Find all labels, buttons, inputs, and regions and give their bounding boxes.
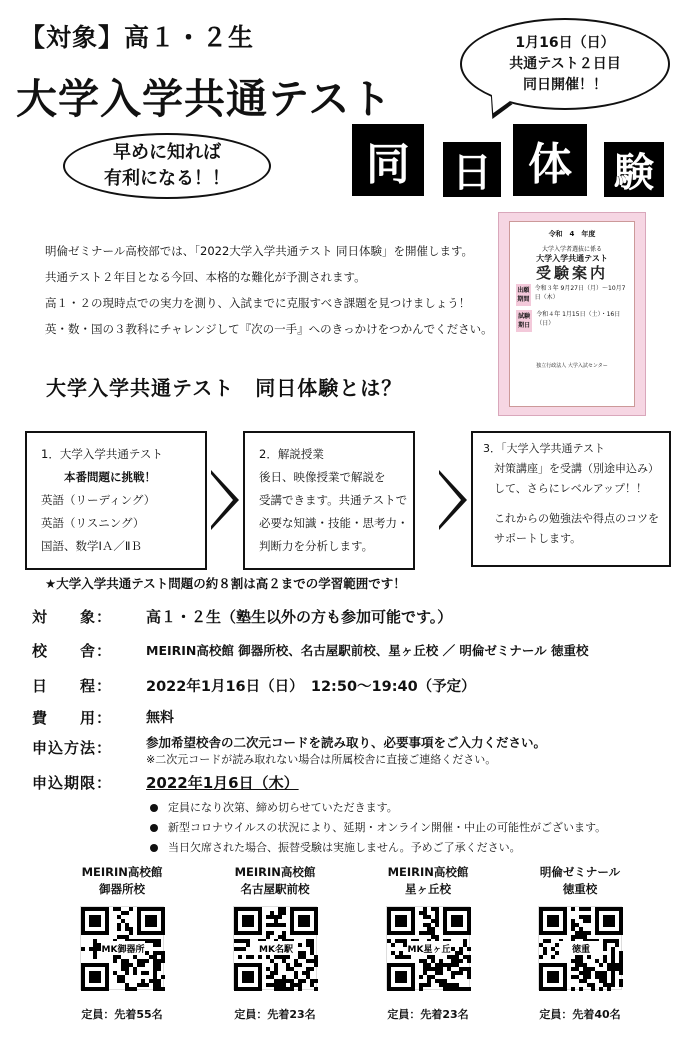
intro-line: 英・数・国の３教科にチャレンジして『次の一手』へのきっかけをつかんでください。	[45, 322, 493, 336]
qr-center-label: MK名駅	[259, 945, 293, 955]
campus-name-line: MEIRIN高校館	[387, 865, 469, 879]
bubble-line: 1月16日（日）	[515, 34, 615, 51]
guide-subtitle: 大学入学共通テスト	[536, 254, 608, 263]
apply-label: 申込方法：	[32, 739, 113, 757]
step-line: 1．大学入学共通テスト	[41, 447, 163, 461]
fee-label: 費 用：	[32, 709, 113, 727]
guide-footer: 独立行政法人 大学入試センター	[536, 363, 608, 369]
fee-value: 無料	[146, 710, 174, 726]
step-line	[483, 499, 669, 509]
exam-guide-cover-image	[498, 212, 646, 416]
capacity-label: 定員：先着23名	[234, 1008, 316, 1021]
step-line: 英語（リーディング）	[41, 493, 156, 507]
notice-text: 定員になり次第、締め切らせていただきます。	[168, 801, 398, 814]
target-eyebrow: 【対象】高１・２生	[20, 23, 255, 52]
capacity-label: 定員：先着23名	[387, 1008, 469, 1021]
notice-item	[150, 838, 606, 858]
bullet-icon	[150, 824, 158, 832]
step-box-2	[243, 431, 415, 570]
step-line: 受講できます。共通テストで	[259, 493, 408, 507]
campus-name	[515, 864, 645, 898]
qr-center-label: MK星ヶ丘	[407, 945, 451, 955]
step-line: 英語（リスニング）	[41, 516, 145, 530]
guide-title: 受験案内	[535, 264, 608, 282]
notice-text: 当日欠席された場合、振替受験は実施しません。予めご了承ください。	[168, 841, 521, 854]
catchphrase-oval	[63, 133, 271, 199]
page-title: 大学入学共通テスト	[16, 75, 393, 123]
intro-line: 明倫ゼミナール高校部では、「2022大学入学共通テスト 同日体験」を開催します。	[45, 244, 474, 258]
guide-row-label: 出願期間	[516, 284, 531, 306]
step-line: サポートします。	[483, 532, 582, 545]
capacity-label: 定員：先着40名	[539, 1008, 621, 1021]
guide-row-label: 試験期日	[516, 310, 532, 332]
notice-item	[150, 798, 606, 818]
qr-center-label: 徳重	[571, 945, 591, 955]
step-box-3	[471, 431, 671, 567]
campus-name	[363, 864, 493, 898]
campus-name-line: 名古屋駅前校	[240, 882, 310, 896]
intro-line: 高１・２の現時点での実力を測り、入試までに克服すべき課題を見つけましょう！	[45, 296, 471, 310]
step-line: これからの勉強法や得点のコツを	[483, 512, 659, 525]
capacity-label: 定員：先着55名	[81, 1008, 163, 1021]
guide-row-text: 令和３年 9月27日（月）〜10月7日（木）	[534, 285, 626, 301]
campus-name-line: MEIRIN高校館	[81, 865, 163, 879]
bullet-icon	[150, 844, 158, 852]
campus-name-line: MEIRIN高校館	[234, 865, 316, 879]
qr-code-icon[interactable]	[233, 906, 317, 990]
deadline-label: 申込期限：	[32, 774, 113, 792]
step-line: 国語、数学ⅠＡ／ⅡＢ	[41, 539, 143, 553]
kanji-block: 験	[604, 142, 664, 197]
kanji-block: 日	[443, 142, 501, 197]
campus-name	[210, 864, 340, 898]
bullet-icon	[150, 804, 158, 812]
guide-subtitle: 大学入学者選抜に係る	[541, 246, 602, 253]
deadline-value: 2022年1月6日（木）	[146, 774, 299, 792]
oval-line: 有利になる！！	[104, 168, 230, 189]
date-label: 日 程：	[32, 677, 113, 695]
date-value: 2022年1月16日（日） 12:50〜19:40（予定）	[146, 679, 476, 695]
step-line: して、さらにレベルアップ！！	[483, 482, 648, 495]
campus-name-line: 明倫ゼミナール	[539, 865, 621, 879]
notice-list	[150, 798, 606, 858]
oval-line: 早めに知れば	[113, 142, 221, 163]
target-value: 高１・２生（塾生以外の方も参加可能です。）	[146, 608, 453, 626]
apply-value: 参加希望校舎の二次元コードを読み取り、必要事項をご入力ください。	[146, 735, 547, 750]
step-line: 3．「大学入学共通テスト	[483, 442, 606, 455]
bubble-line: 共通テスト２日目	[509, 55, 621, 72]
bubble-line: 同日開催！！	[523, 76, 607, 93]
step-line: 対策講座」を受講（別途申込み）	[483, 462, 659, 475]
notice-item	[150, 818, 606, 838]
step-line: 判断力を分析します。	[259, 539, 374, 553]
campus-name-line: 徳重校	[562, 882, 598, 896]
apply-note: ※二次元コードが読み取れない場合は所属校舎に直接ご連絡ください。	[146, 753, 497, 766]
intro-line: 共通テスト２年目となる今回、本格的な難化が予測されます。	[45, 270, 366, 284]
guide-row-text: 令和４年 1月15日（土）・16日（日）	[536, 311, 621, 327]
notice-text: 新型コロナウイルスの状況により、延期・オンライン開催・中止の可能性がございます。	[168, 821, 607, 834]
target-label: 対 象：	[32, 608, 113, 626]
qr-code-icon[interactable]	[80, 906, 164, 990]
step-box-1	[25, 431, 207, 570]
campus-name-line: 星ヶ丘校	[405, 882, 451, 896]
campus-name-line: 御器所校	[99, 882, 145, 896]
intro-text	[45, 238, 495, 342]
guide-era: 令和 4 年度	[548, 230, 596, 238]
step-line: 必要な知識・技能・思考力・	[259, 516, 409, 530]
campus-label: 校 舎：	[32, 642, 113, 660]
campus-value: MEIRIN高校館 御器所校、名古屋駅前校、星ヶ丘校 ／ 明倫ゼミナール 徳重校	[146, 643, 589, 658]
scope-note: ★大学入学共通テスト問題の約８割は高２までの学習範囲です！	[45, 576, 406, 591]
qr-center-label: MK御器所	[101, 945, 145, 955]
qr-code-icon[interactable]	[386, 906, 470, 990]
step-line: 2．解説授業	[259, 447, 324, 461]
campus-name	[57, 864, 187, 898]
arrow-right-icon-fill	[211, 474, 233, 526]
arrow-right-icon-fill	[439, 474, 461, 526]
section-heading: 大学入学共通テスト 同日体験とは？	[46, 376, 403, 400]
kanji-block: 体	[513, 124, 587, 196]
step-line: 後日、映像授業で解説を	[259, 470, 386, 484]
kanji-block: 同	[352, 124, 424, 196]
qr-code-icon[interactable]	[538, 906, 622, 990]
step-line: 本番問題に挑戦！	[41, 470, 156, 484]
